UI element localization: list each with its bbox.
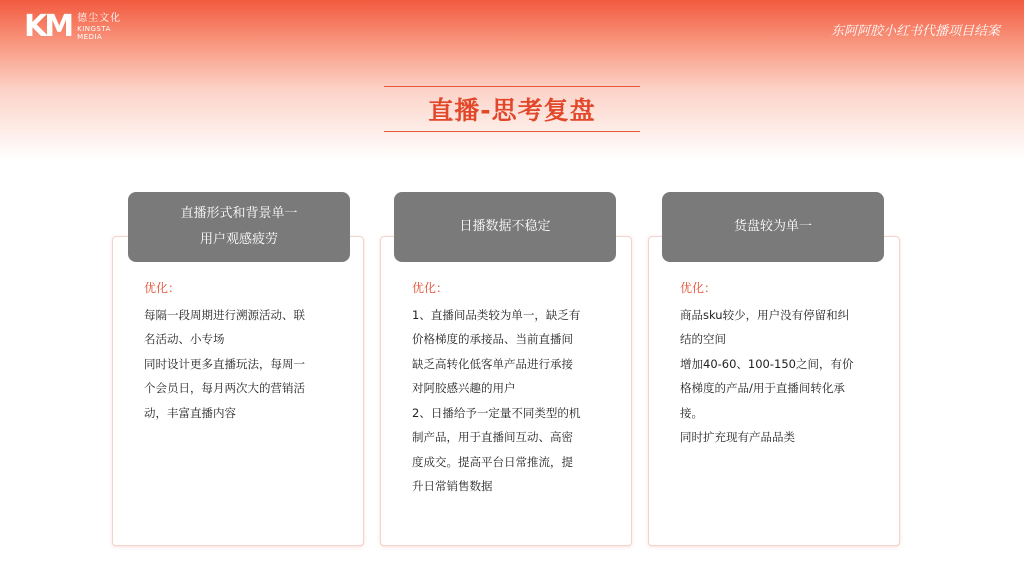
card-2-opt-label: 优化：: [412, 281, 449, 295]
card-1-header: [128, 192, 350, 262]
card-2-line-2: 价格梯度的承接品、当前直播间: [412, 332, 573, 346]
card-1-header-line-2: 用户观感疲劳: [199, 232, 278, 247]
project-title: 东阿阿胶小红书代播项目结案: [830, 24, 1000, 39]
card-1-line-4: 个会员日，每月两次大的营销活: [144, 381, 305, 395]
card-2-line-3: 缺乏高转化低客单产品进行承接: [412, 356, 573, 371]
page-title-box: [384, 86, 640, 132]
logo-en-1: KINGSTA: [77, 25, 111, 33]
card-3-header-line-1: 货盘较为单一: [733, 219, 812, 234]
card-2-line-7: 度成交。提高平台日常推流，提: [412, 454, 573, 469]
card-2-line-4: 对阿胶感兴趣的用户: [412, 381, 516, 395]
card-2-line-8: 升日常销售数据: [412, 479, 493, 493]
card-2-header-line-1: 日播数据不稳定: [459, 219, 551, 234]
card-1-line-2: 名活动、小专场: [144, 332, 225, 346]
card-2-line-6: 制产品，用于直播间互动、高密: [412, 430, 573, 444]
card-2-header: [394, 192, 616, 262]
card-3-line-2: 结的空间: [680, 332, 726, 346]
card-1-header-line-1: 直播形式和背景单一: [180, 206, 298, 221]
card-1-opt-label: 优化：: [144, 281, 181, 295]
card-1-line-5: 动，丰富直播内容: [144, 405, 236, 420]
card-3-body: [680, 276, 870, 450]
card-3-line-5: 接。: [680, 405, 703, 420]
card-1-line-1: 每隔一段周期进行溯源活动、联: [144, 307, 305, 322]
card-3-line-6: 同时扩充现有产品品类: [680, 430, 795, 444]
card-1-body: [144, 276, 334, 425]
card-3-line-3: 增加40-60、100-150之间，有价: [680, 356, 854, 371]
brand-logo: [24, 9, 122, 44]
logo-text: [77, 13, 121, 41]
logo-en-2: MEDIA: [77, 33, 103, 41]
card-2-line-5: 2、日播给予一定量不同类型的机: [412, 405, 581, 420]
card-2-line-1: 1、直播间品类较为单一，缺乏有: [412, 307, 581, 322]
page-title: 直播-思考复盘: [428, 96, 596, 125]
card-1-line-3: 同时设计更多直播玩法，每周一: [144, 356, 305, 371]
logo-cn: 德尘文化: [77, 13, 122, 24]
card-3-header: [662, 192, 884, 262]
card-2-body: [412, 276, 602, 499]
card-3-line-1: 商品sku较少，用户没有停留和纠: [680, 307, 850, 322]
card-3-line-4: 格梯度的产品/用于直播间转化承: [680, 381, 845, 395]
logo-mark: KM: [24, 9, 72, 44]
card-3-opt-label: 优化：: [680, 281, 717, 295]
